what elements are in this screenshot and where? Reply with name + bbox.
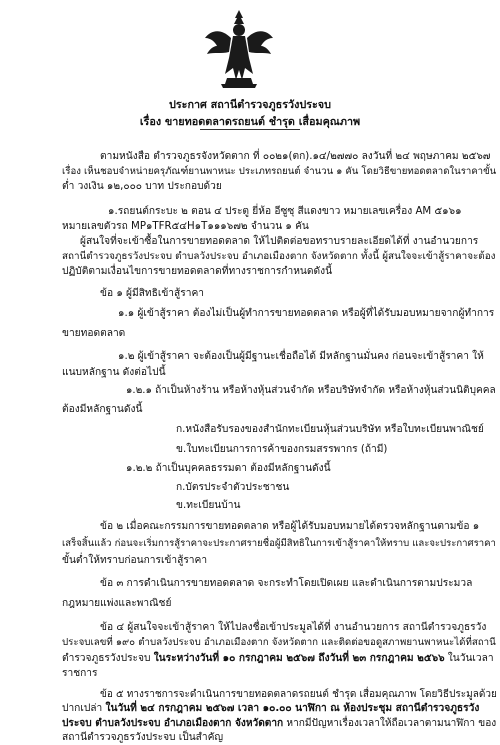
body-line: ต่ำ วงเงิน ๑๒,๐๐๐ บาท ประกอบด้วย [62,181,222,192]
body-line: ตามหนังสือ ตำรวจภูธรจังหวัดตาก ที่ ๐๐๒๑(ตก).๑๔/๒๗๗๐ ลงวันที่ ๒๔ พฤษภาคม ๒๕๖๗ [100,151,491,162]
header-divider [200,129,300,130]
body-line: ข้อ ๕ ทางราชการจะดำเนินการขายทอดตลาดรถยนต์ ชำรุด เสื่อมคุณภาพ โดยวิธีประมูลด้วย [100,688,497,700]
body-line: หมายเลขตัวรถ MP๑TFR๕๔H๑T๑๑๑๖๗๒ จำนวน ๑ คัน [62,221,309,232]
body-text: ตำรวจภูธรวังประจบ [62,652,154,664]
announcement-title: ประกาศ สถานีตำรวจภูธรวังประจบ [169,98,331,111]
body-line: แนบหลักฐาน ดังต่อไปนี้ [62,367,166,378]
body-line: ข้อ ๒ เมื่อคณะกรรมการขายทอดตลาด หรือผู้ได้รับมอบหมายได้ตรวจหลักฐานตามข้อ ๑ [100,521,480,532]
auction-datetime-text: ในวันที่ ๒๔ กรกฎาคม ๒๕๖๗ เวลา ๑๐.๐๐ นาฬิกา ณ ห้องประชุม สถานีตำรวจภูธรวัง [105,703,480,715]
body-line: ขายทอดตลาด [62,328,126,339]
body-line: ๑.๒.๒ ถ้าเป็นบุคคลธรรมดา ต้องมีหลักฐานดังนี้ [126,463,331,474]
announcement-subject: เรื่อง ขายทอดตลาดรถยนต์ ชำรุด เสื่อมคุณภาพ [139,115,361,128]
body-text: ในวันเวลา [444,652,494,664]
body-line: ขั้นต่ำให้ทราบก่อนการเข้าสู้ราคา [62,555,208,566]
body-line [62,702,479,715]
garuda-emblem-icon [203,8,275,90]
body-line: ปฏิบัติตามเงื่อนไขการขายทอดตลาดที่ทางราชการกำหนดดังนี้ [62,266,333,277]
body-line: สถานีตำรวจภูธรวังประจบ เป็นสำคัญ [62,732,224,744]
body-line: เสร็จสิ้นแล้ว ก่อนจะเริ่มการสู้ราคาจะประกาศรายชื่อผู้มีสิทธิในการเข้าสู้ราคาให้ทราบ และจะประกาศราคา [62,538,496,549]
auction-location-text: ประจบ ตำบลวังประจบ อำเภอเมืองตาก จังหวัดตาก [62,717,284,729]
body-line: กฎหมายแพ่งและพาณิชย์ [62,598,172,609]
body-line: ประจบเลขที่ ๑๙๐ ตำบลวังประจบ อำเภอเมืองตาก จังหวัดตาก และติดต่อขอดูสภาพยานพาหนะได้ที่สถานี [62,637,496,649]
body-line: ราชการ [62,667,98,679]
body-line: เรื่อง เห็นชอบจำหน่ายครุภัณฑ์ยานพาหนะ ประเภทรถยนต์ จำนวน ๑ คัน โดยวิธีขายทอดตลาดในราคาขั้น [62,166,497,177]
body-line: ข้อ ๓ การดำเนินการขายทอดตลาด จะกระทำโดยเปิดเผย และดำเนินการตามประมวล [100,578,473,589]
body-line: สถานีตำรวจภูธรวังประจบ ตำบลวังประจบ อำเภอเมืองตาก จังหวัดตาก ทั้งนี้ ผู้สนใจจะเข้าสู้ราคาจะต้อง [62,251,496,262]
body-line: ต้องมีหลักฐานดังนี้ [62,404,143,415]
clause-1-heading: ข้อ ๑ ผู้มีสิทธิเข้าสู้ราคา [100,288,204,299]
body-line: ข้อ ๔ ผู้สนใจจะเข้าสู้ราคา ให้ไปลงชื่อเข้าประมูลได้ที่ งานอำนวยการ สถานีตำรวจภูธรวัง [100,621,487,633]
body-text: หากมีปัญหาเรื่องเวลาให้ถือเวลาตามนาฬิกา ของ [283,717,497,729]
body-line: ผู้สนใจที่จะเข้าซื้อในการขายทอดตลาด ให้ไปติดต่อขอทราบรายละเอียดได้ที่ งานอำนวยการ [80,236,479,247]
body-line: ๑.๒ ผู้เข้าสู้ราคา จะต้องเป็นผู้มีฐานะเชื่อถือได้ มีหลักฐานมั่นคง ก่อนจะเข้าสู้ราคา ให้ [118,351,484,362]
body-line [62,652,494,665]
body-line: ๑.๒.๑ ถ้าเป็นห้างร้าน หรือห้างหุ้นส่วนจำกัด หรือบริษัทจำกัด หรือห้างหุ้นส่วนนิติบุคคล [126,385,496,396]
body-text: ปากเปล่า [62,703,106,715]
body-line: ก.บัตรประจำตัวประชาชน [176,482,290,493]
body-line: ก.หนังสือรับรองของสำนักทะเบียนหุ้นส่วนบริษัท หรือใบทะเบียนพาณิชย์ [176,424,484,435]
body-line: ข.ใบทะเบียนการการค้าของกรมสรรพากร (ถ้ามี) [176,444,388,455]
body-line: ๑.รถยนต์กระบะ ๒ ตอน ๔ ประตู ยี่ห้อ อีซูซุ สีแดงขาว หมายเลขเครื่อง AM ๕๑๖๑ [108,206,462,217]
body-line [62,717,496,730]
body-line: ๑.๑ ผู้เข้าสู้ราคา ต้องไม่เป็นผู้ทำการขายทอดตลาด หรือผู้ที่ได้รับมอบหมายจากผู้ทำการ [118,308,495,319]
date-range-text: ในระหว่างวันที่ ๑๐ กรกฎาคม ๒๕๖๗ ถึงวันที่ ๒๓ กรกฎาคม ๒๕๖๖ [153,652,445,664]
body-line: ข.ทะเบียนบ้าน [176,500,241,511]
